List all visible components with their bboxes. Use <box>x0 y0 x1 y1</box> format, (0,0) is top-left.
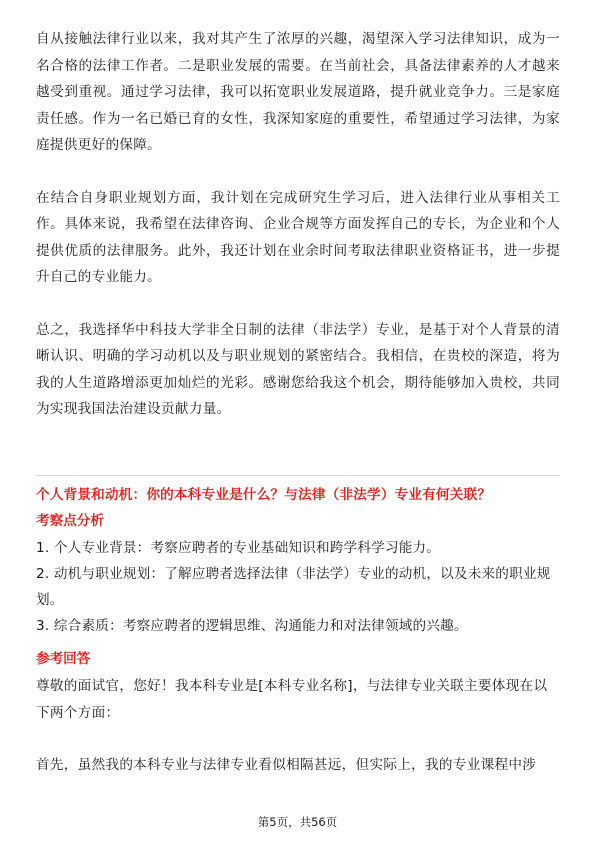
answer-paragraph: 尊敬的面试官，您好！我本科专业是[本科专业名称]，与法律专业关联主要体现在以下两个方面： <box>36 678 548 721</box>
answer-heading: 参考回答 <box>36 651 91 667</box>
body-text <box>36 26 560 423</box>
analysis-item: 3. 综合素质：考察应聘者的逻辑思维、沟通能力和对法律领域的兴趣。 <box>36 618 468 634</box>
question-title: 个人背景和动机：你的本科专业是什么？与法律（非法学）专业有何关联？ <box>36 487 492 503</box>
section-divider <box>36 475 560 476</box>
paragraph-career-plan: 在结合自身职业规划方面，我计划在完成研究生学习后，进入法律行业从事相关工作。具体来说，我希望在法律咨询、企业合规等方面发挥自己的专长，为企业和个人提供优质的法律服务。此外，我还计划在业余时间考取法律职业资格证书，进一步提升自己的专业能力。 <box>36 189 560 285</box>
analysis-item: 2. 动机与职业规划：了解应聘者选择法律（非法学）专业的动机，以及未来的职业规划。 <box>36 566 551 608</box>
qa-section <box>36 483 560 779</box>
analysis-item: 1. 个人专业背景：考察应聘者的专业基础知识和跨学科学习能力。 <box>36 540 441 556</box>
page-number: 第5页，共56页 <box>257 815 338 829</box>
answer-paragraph: 首先，虽然我的本科专业与法律专业看似相隔甚远，但实际上，我的专业课程中涉 <box>36 757 537 773</box>
paragraph-conclusion: 总之，我选择华中科技大学非全日制的法律（非法学）专业，是基于对个人背景的清晰认识、明确的学习动机以及与职业规划的紧密结合。我相信，在贵校的深造，将为我的人生道路增添更加灿烂的光彩。感谢您给我这个机会，期待能够加入贵校，共同为实现我国法治建设贡献力量。 <box>36 321 560 417</box>
analysis-heading: 考察点分析 <box>36 513 104 529</box>
paragraph-motivation: 自从接触法律行业以来，我对其产生了浓厚的兴趣，渴望深入学习法律知识，成为一名合格的法律工作者。二是职业发展的需要。在当前社会，具备法律素养的人才越来越受到重视。通过学习法律，我可以拓宽职业发展道路，提升就业竞争力。三是家庭责任感。作为一名已婚已育的女性，我深知家庭的重要性，希望通过学习法律，为家庭提供更好的保障。 <box>36 31 560 153</box>
